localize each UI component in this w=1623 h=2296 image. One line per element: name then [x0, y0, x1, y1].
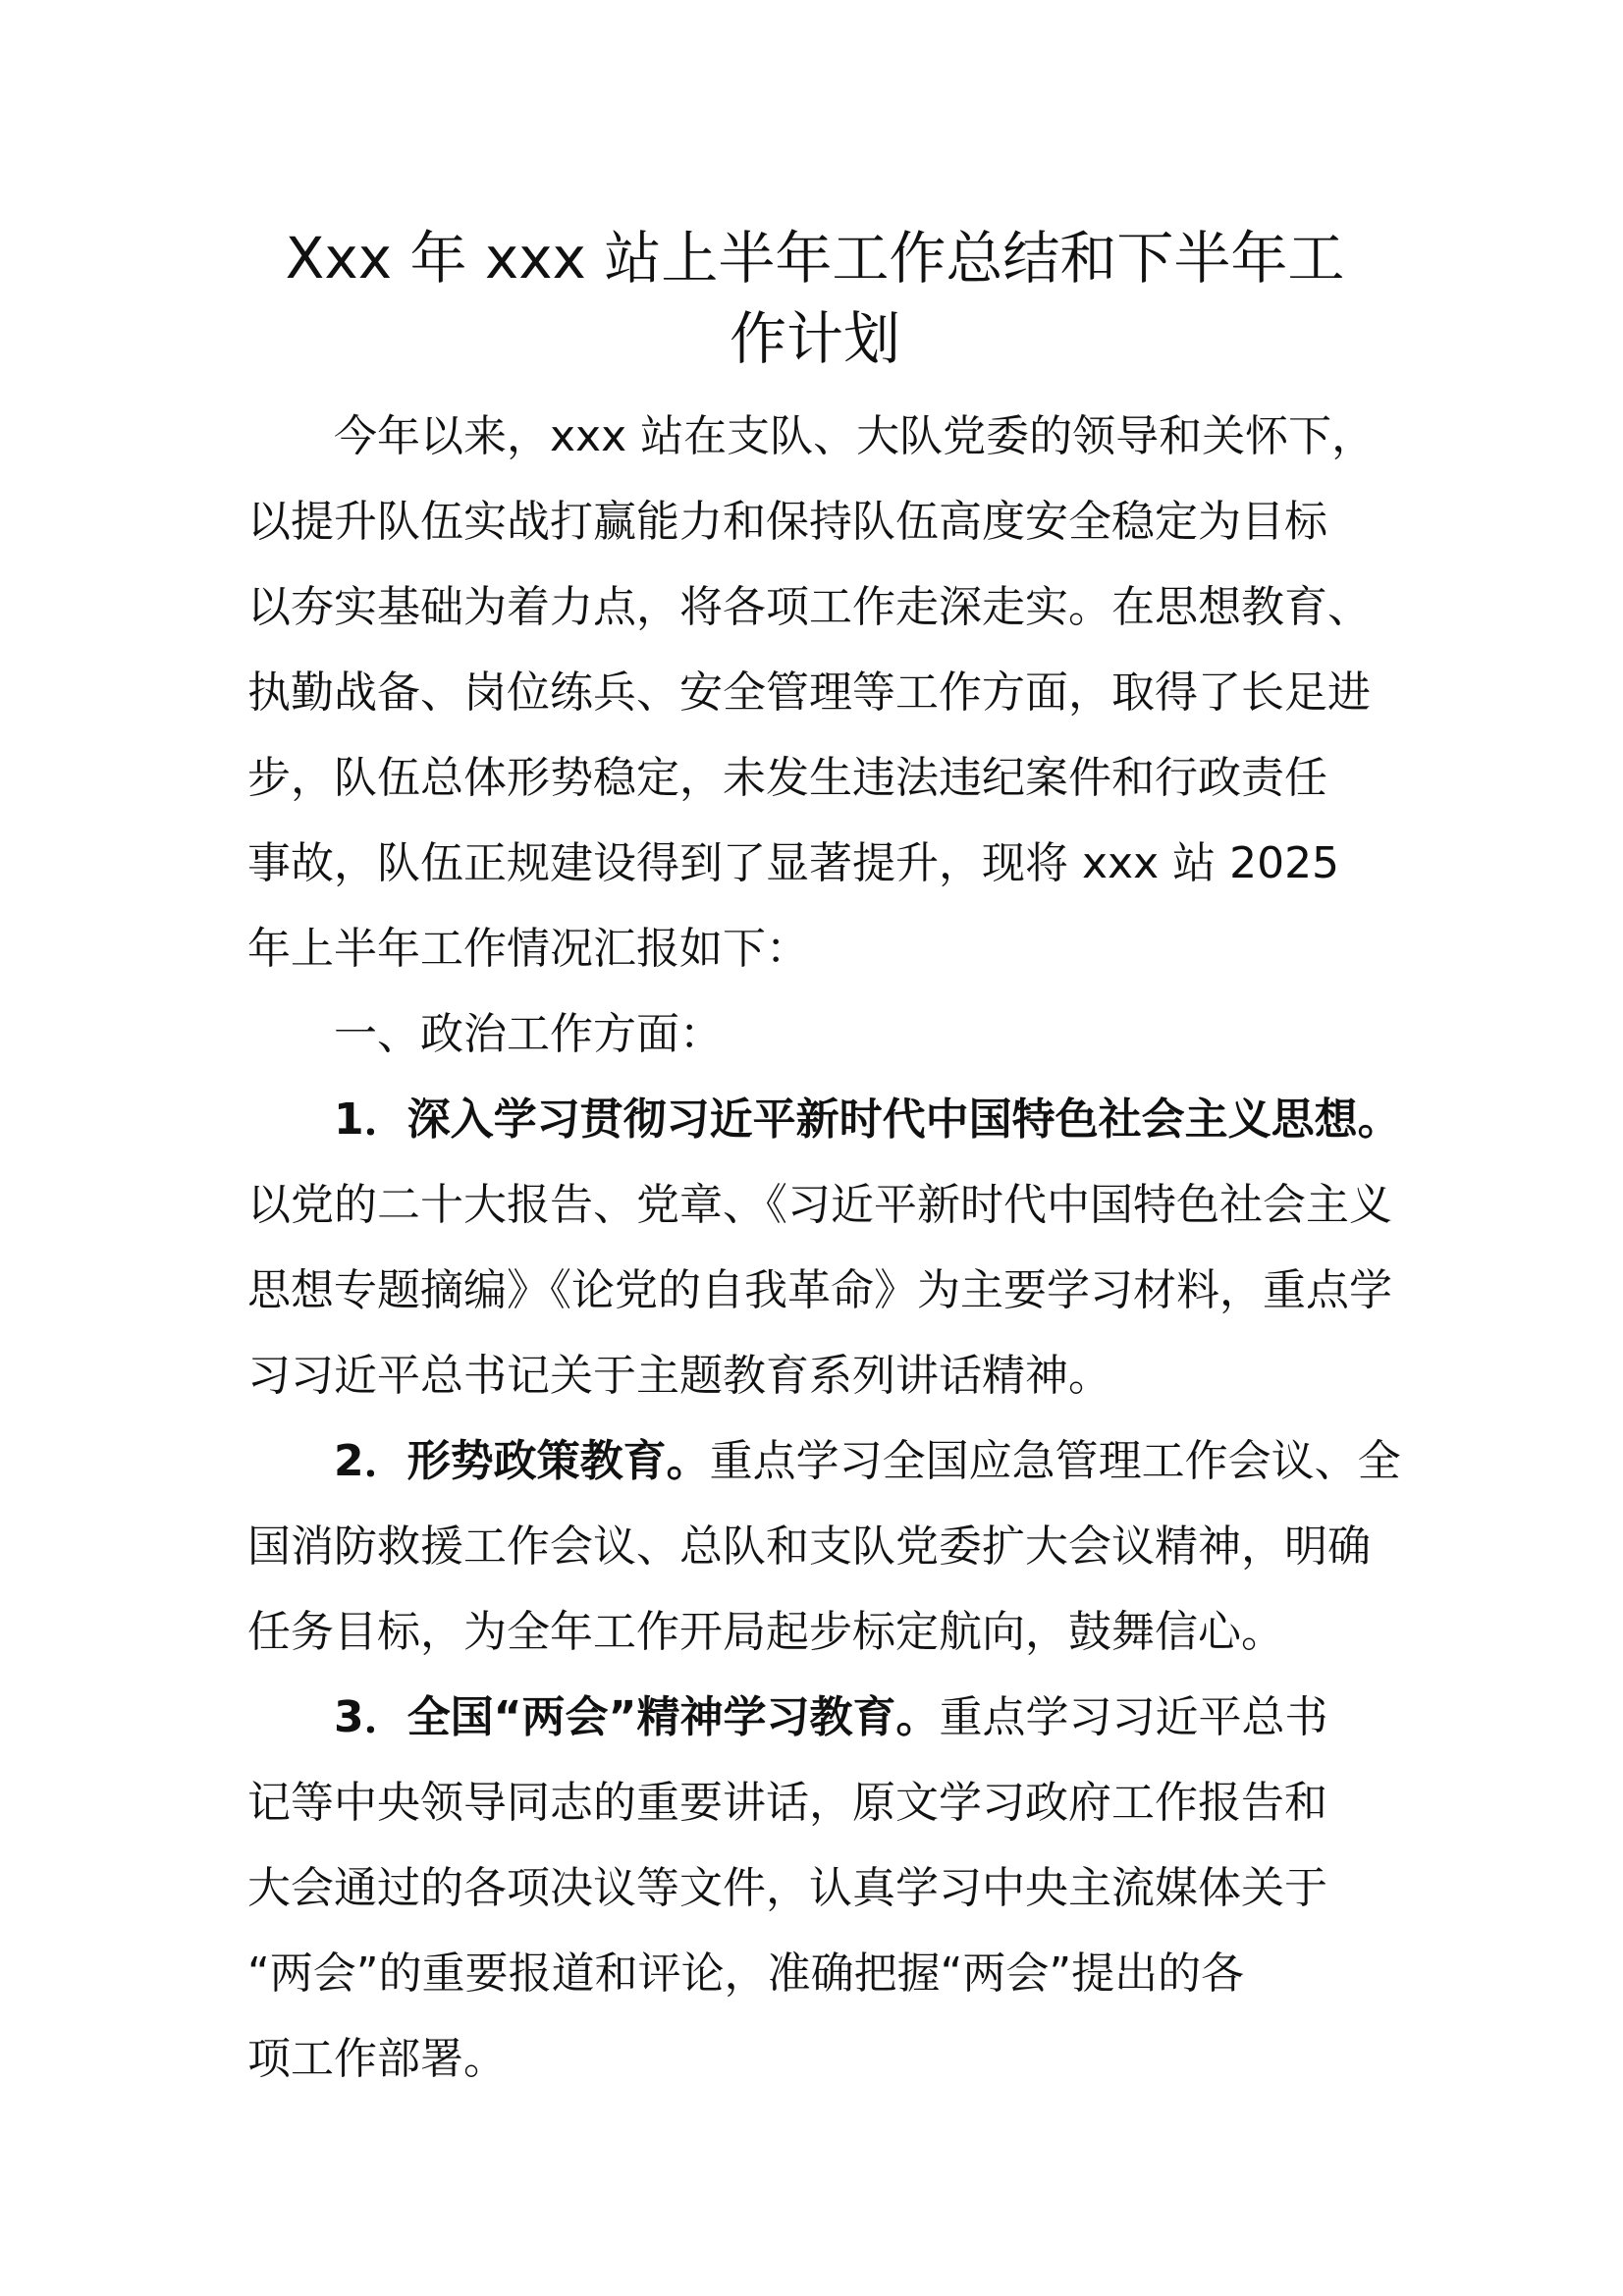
item-3-line: “两会”的重要报道和评论，准确把握“两会”提出的各 — [247, 1949, 1245, 1999]
intro-line: 事故，队伍正规建设得到了显著提升，现将 xxx 站 2025 — [247, 838, 1340, 888]
item-3-line: 项工作部署。 — [247, 2034, 507, 2084]
intro-line: 以夯实基础为着力点，将各项工作走深走实。在思想教育、 — [247, 582, 1371, 632]
item-3-line: 记等中央领导同志的重要讲话，原文学习政府工作报告和 — [247, 1778, 1327, 1828]
section-heading: 一、政治工作方面： — [334, 1009, 723, 1059]
item-3-first-line — [334, 1688, 1327, 1747]
intro-line: 今年以来，xxx 站在支队、大队党委的领导和关怀下， — [334, 411, 1376, 461]
intro-line: 执勤战备、岗位练兵、安全管理等工作方面，取得了长足进 — [247, 667, 1371, 718]
title-line-1: Xxx 年 xxx 站上半年工作总结和下半年工 — [285, 225, 1345, 292]
item-3-heading: 3．全国“两会”精神学习教育。 — [334, 1692, 940, 1742]
item-2-heading: 2．形势政策教育。 — [334, 1436, 710, 1486]
item-1-line: 习习近平总书记关于主题教育系列讲话精神。 — [247, 1351, 1111, 1401]
item-2-first-text: 重点学习全国应急管理工作会议、全 — [709, 1436, 1401, 1486]
item-3-line: 大会通过的各项决议等文件，认真学习中央主流媒体关于 — [247, 1863, 1327, 1913]
item-2-line: 国消防救援工作会议、总队和支队党委扩大会议精神，明确 — [247, 1522, 1371, 1572]
intro-line: 步，队伍总体形势稳定，未发生违法违纪案件和行政责任 — [247, 753, 1327, 803]
item-2-first-line — [334, 1432, 1401, 1491]
title-line-2: 作计划 — [729, 305, 900, 372]
item-3-first-text: 重点学习习近平总书 — [939, 1692, 1328, 1742]
item-1-line: 以党的二十大报告、党章、《习近平新时代中国特色社会主义 — [247, 1180, 1392, 1230]
intro-line: 年上半年工作情况汇报如下： — [247, 924, 809, 974]
document-title — [226, 218, 1404, 379]
item-1-heading: 1．深入学习贯彻习近平新时代中国特色社会主义思想。 — [334, 1095, 1401, 1145]
item-1-line: 思想专题摘编》《论党的自我革命》为主要学习材料，重点学 — [247, 1265, 1392, 1315]
item-2-line: 任务目标，为全年工作开局起步标定航向，鼓舞信心。 — [247, 1607, 1284, 1657]
intro-line: 以提升队伍实战打赢能力和保持队伍高度安全稳定为目标 — [247, 497, 1327, 547]
